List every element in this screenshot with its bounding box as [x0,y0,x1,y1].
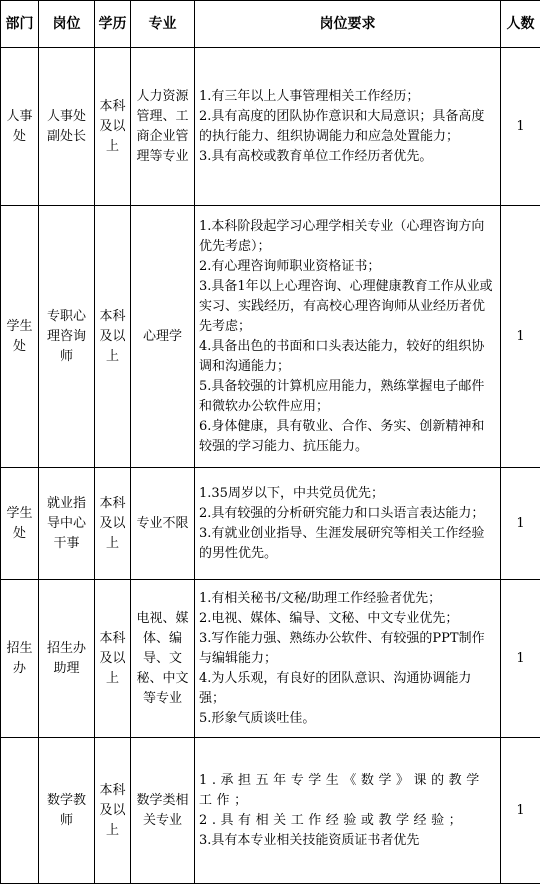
header-edu: 学历 [95,1,131,48]
header-post: 岗位 [39,1,95,48]
table-row [1,738,540,884]
dept-cell: 招生办 [1,580,39,738]
requirements-cell [195,468,501,580]
requirements-cell [195,206,501,468]
count-cell: 1 [501,48,540,206]
requirement-item: 1.有相关秘书/文秘/助理工作经验者优先； [199,590,442,606]
edu-cell: 本科及以上 [95,206,131,468]
count-cell: 1 [501,580,540,738]
requirements-cell [195,580,501,738]
header-major: 专业 [131,1,195,48]
count-cell: 1 [501,738,540,884]
edu-cell: 本科及以上 [95,468,131,580]
header-dept: 部门 [1,1,39,48]
major-cell: 专业不限 [131,468,195,580]
post-cell: 就业指导中心干事 [39,468,95,580]
requirement-item: 1.承担五年专学生《数学》课的教学工作； [199,772,484,808]
requirement-item: 2.具有高度的团队协作意识和大局意识；具备高度的执行能力、组织协调能力和应急处置能力； [199,108,485,144]
post-cell: 专职心理咨询师 [39,206,95,468]
requirement-item: 3.具备1年以上心理咨询、心理健康教育工作从业或实习、实践经历，有高校心理咨询师从业经历者优先考虑； [199,278,493,334]
major-cell: 电视、媒体、编导、文秘、中文等专业 [131,580,195,738]
requirement-item: 2.电视、媒体、编导、文秘、中文专业优先； [199,610,459,626]
requirement-item: 1.有三年以上人事管理相关工作经历； [199,88,420,104]
post-cell: 招生办助理 [39,580,95,738]
requirement-item: 6.身体健康，具有敬业、合作、务实、创新精神和较强的学习能力、抗压能力。 [199,418,485,454]
requirement-item: 3.写作能力强、熟练办公软件、有较强的PPT制作与编辑能力； [199,630,485,666]
requirement-item: 4.具备出色的书面和口头表达能力，较好的组织协调和沟通能力； [199,338,485,374]
requirement-item: 3.具有高校或教育单位工作经历者优先。 [199,148,433,164]
count-cell: 1 [501,206,540,468]
header-row [1,1,540,48]
dept-cell [1,738,39,884]
requirement-item: 2.有心理咨询师职业资格证书； [199,258,381,274]
requirement-item: 3.具有本专业相关技能资质证书者优先 [199,832,420,848]
requirement-item: 4.为人乐观，有良好的团队意识、沟通协调能力强； [199,670,472,706]
header-count: 人数 [501,1,540,48]
post-cell: 人事处副处长 [39,48,95,206]
table-row [1,580,540,738]
major-cell: 心理学 [131,206,195,468]
requirement-item: 1.35周岁以下，中共党员优先； [199,485,384,501]
requirement-item: 2.具有相关工作经验或教学经验； [199,812,467,828]
requirement-item: 1.本科阶段起学习心理学相关专业（心理咨询方向优先考虑）； [199,218,485,254]
requirement-item: 3.有就业创业指导、生涯发展研究等相关工作经验的男性优先。 [199,525,485,561]
requirement-item: 5.具备较强的计算机应用能力，熟练掌握电子邮件和微软办公软件应用； [199,378,485,414]
edu-cell: 本科及以上 [95,738,131,884]
table-row [1,206,540,468]
major-cell: 人力资源管理、工商企业管理等专业 [131,48,195,206]
header-requirements: 岗位要求 [195,1,501,48]
edu-cell: 本科及以上 [95,48,131,206]
count-cell: 1 [501,468,540,580]
table-row [1,468,540,580]
post-cell: 数学教师 [39,738,95,884]
edu-cell: 本科及以上 [95,580,131,738]
requirement-item: 5.形象气质谈吐佳。 [199,710,316,726]
requirement-item: 2.具有较强的分析研究能力和口头语言表达能力； [199,505,485,521]
dept-cell: 学生处 [1,468,39,580]
major-cell: 数学类相关专业 [131,738,195,884]
table-row [1,48,540,206]
requirements-cell [195,738,501,884]
dept-cell: 人事处 [1,48,39,206]
dept-cell: 学生处 [1,206,39,468]
requirements-cell [195,48,501,206]
